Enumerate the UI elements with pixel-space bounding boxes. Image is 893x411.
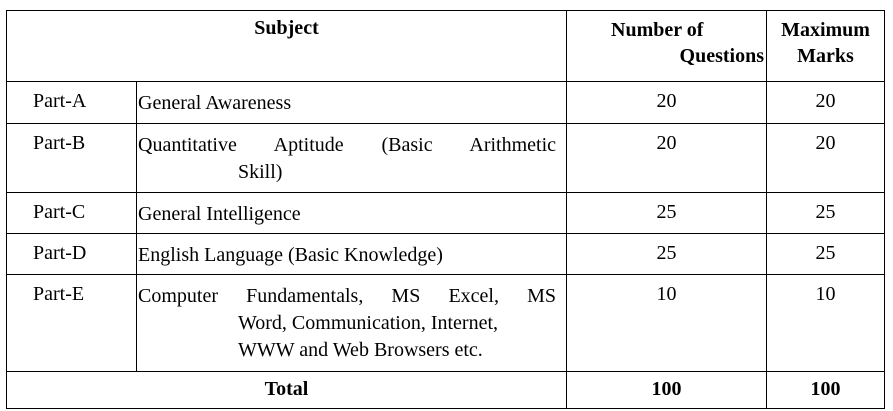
header-maximum-marks-line2: Marks [797,45,854,67]
subject-cell [137,275,567,372]
part-cell: Part-A [7,82,137,124]
total-marks: 100 [767,372,885,409]
marks-cell: 20 [767,82,885,124]
table-row [7,82,885,124]
subject-line: Word, Communication, Internet, [238,312,498,334]
table-row [7,193,885,234]
header-maximum-marks [767,11,885,82]
subject-cell [137,82,567,124]
subject-cell [137,124,567,193]
questions-cell: 20 [567,124,767,193]
marks-cell: 25 [767,234,885,275]
table-header-row [7,11,885,82]
part-cell: Part-E [7,275,137,372]
subject-cell [137,193,567,234]
subject-line: Quantitative Aptitude (Basic Arithmetic [138,134,557,156]
table-row [7,124,885,193]
questions-cell: 20 [567,82,767,124]
marks-cell: 10 [767,275,885,372]
questions-cell: 25 [567,234,767,275]
header-subject-label: Subject [254,17,319,39]
total-questions: 100 [567,372,767,409]
header-number-of-questions-line2: Questions [679,45,765,67]
subject-line: General Awareness [138,92,292,114]
questions-cell: 10 [567,275,767,372]
part-cell: Part-D [7,234,137,275]
subject-line: English Language (Basic Knowledge) [138,244,443,266]
table-row [7,275,885,372]
questions-cell: 25 [567,193,767,234]
header-subject [7,11,567,82]
subject-line: Computer Fundamentals, MS Excel, MS [138,285,557,307]
exam-pattern-table [6,10,885,409]
table-row [7,234,885,275]
subject-line: Skill) [238,161,283,183]
marks-cell: 25 [767,193,885,234]
total-label: Total [7,372,567,409]
header-maximum-marks-line1: Maximum [781,19,870,41]
header-number-of-questions [567,11,767,82]
marks-cell: 20 [767,124,885,193]
part-cell: Part-C [7,193,137,234]
subject-cell [137,234,567,275]
subject-line: WWW and Web Browsers etc. [238,339,483,361]
part-cell: Part-B [7,124,137,193]
subject-line: General Intelligence [138,203,301,225]
total-row [7,372,885,409]
header-number-of-questions-line1: Number of [611,19,704,41]
